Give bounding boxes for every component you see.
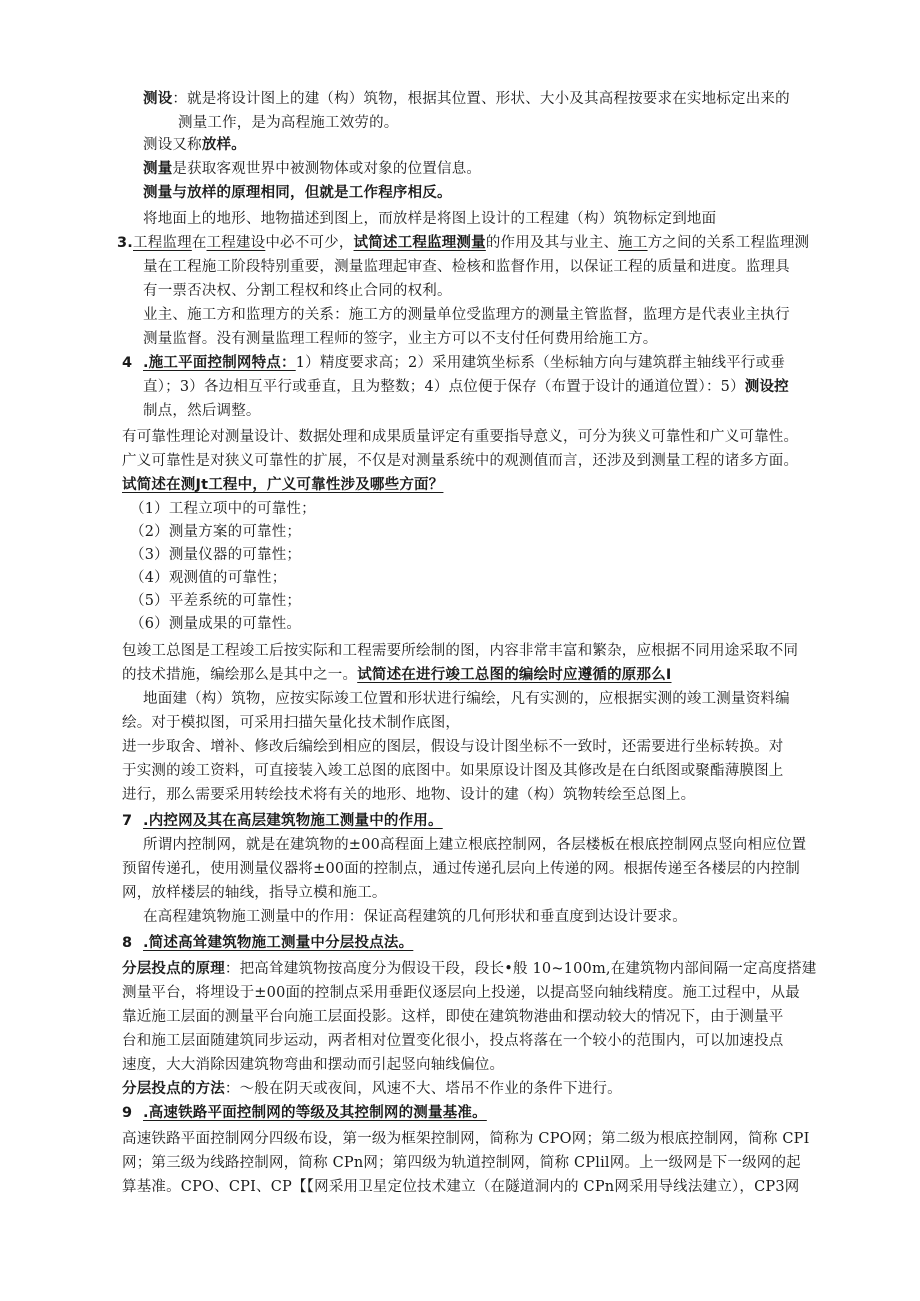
body-text: 测设又称 (143, 137, 202, 153)
body-text: 包竣工总图是工程竣工后按实际和工程需要所绘制的图，内容非常丰富和繁杂，应根据不同用途采取不同 (122, 643, 799, 659)
text-line (122, 1102, 132, 1124)
body-text: 测量平台，将埋设于±00面的控制点采用垂距仪逐层向上投递，以提高竖向轴线精度。施工过程中，从最 (122, 985, 800, 1001)
bold-text: 3. (117, 235, 133, 251)
bold-text: 测设控 (744, 379, 789, 395)
body-text: 于实测的竣工资料，可直接装入竣工总图的底图中。如果原设计图及其修改是在白纸图或聚酯薄膜图上 (122, 763, 784, 779)
body-text: 网；第三级为线路控制网，简称 CPn网；第四级为轨道控制网，简称 CPlil网。上一级网是下一级网的起 (122, 1155, 801, 1171)
text-line (122, 640, 798, 662)
text-line (130, 613, 301, 635)
text-line (178, 112, 399, 134)
body-text: 网，放样楼层的轴线，指导立模和施工。 (122, 885, 387, 901)
text-line (143, 328, 658, 350)
text-line (122, 426, 798, 448)
body-text: 地面建（构）筑物，应按实际竣工位置和形状进行编绘，凡有实测的，应根据实测的竣工测量资料编 (143, 691, 790, 707)
text-line (122, 1078, 622, 1100)
body-text: 直）；3）各边相互平行或垂直，且为整数；4）点位便于保存（布置于设计的通道位置）：5） (143, 379, 745, 395)
text-line (143, 834, 806, 856)
text-line (143, 158, 481, 180)
text-line (122, 760, 784, 782)
text-line (143, 182, 452, 204)
bold-text: 7 (122, 813, 133, 829)
body-text: 广义可靠性是对狭义可靠性的扩展，不仅是对测量系统中的观测值而言，还涉及到测量工程的诸多方面。 (122, 453, 799, 469)
text-line (122, 858, 800, 880)
body-text: （1）工程立项中的可靠性； (130, 501, 316, 517)
text-line (122, 1128, 810, 1150)
body-text: 工程建设 (206, 235, 266, 251)
text-line (122, 712, 460, 734)
body-text: 将地面上的地形、地物描述到图上，而放样是将图上设计的工程建（构）筑物标定到地面 (143, 211, 717, 227)
text-line (143, 280, 452, 302)
body-text: 施工 (618, 235, 648, 251)
text-line (143, 400, 261, 422)
text-line (122, 1054, 504, 1076)
bold-text: 分层投点的原理 (122, 961, 225, 977)
body-text: （3）测量仪器的可靠性； (130, 547, 302, 563)
text-line (143, 1102, 487, 1124)
body-text: 在高程建筑物施工测量中的作用：保证高程建筑的几何形状和垂直度到达设计要求。 (143, 909, 687, 925)
body-text: 进一步取舍、增补、修改后编绘到相应的图层，假设与设计图坐标不一致时，还需要进行坐标转换。对 (122, 739, 784, 755)
text-line (122, 1176, 799, 1198)
body-text: 进行，那么需要采用转绘技术将有关的地形、地物、设计的建（构）筑物转绘至总图上。 (122, 787, 696, 803)
body-text: 有一票否决权、分割工程权和终止合同的权利。 (143, 283, 452, 299)
body-text: ：就是将设计图上的建（构）筑物，根据其位置、形状、大小及其高程按要求在实地标定出来的 (172, 91, 790, 107)
body-text: 测量工作，是为高程施工效劳的。 (178, 115, 399, 131)
text-line (122, 352, 132, 374)
bold-text: 4 (122, 355, 133, 371)
body-text: 中必不可少， (265, 235, 354, 251)
text-line (122, 736, 784, 758)
body-text: 速度，大大消除因建筑物弯曲和摆动而引起竖向轴线偏位。 (122, 1057, 505, 1073)
text-line (143, 376, 789, 398)
bold-text: .简述高耸建筑物施工测量中分层投点法。 (143, 935, 414, 951)
bold-text: 试简述工程监理测量 (353, 235, 486, 251)
body-text: ：把高耸建筑物按高度分为假设干段，段长•般 10~100m,在建筑物内部间隔一定高度搭建 (224, 961, 817, 977)
bold-text: 试简述在进行竣工总图的编绘时应遵循的原那么I (357, 667, 672, 683)
text-line (122, 1030, 784, 1052)
text-line (130, 590, 301, 612)
text-line (122, 1152, 801, 1174)
text-line (130, 544, 301, 566)
text-line (143, 352, 785, 374)
body-text: 有可靠性理论对测量设计、数据处理和成果质量评定有重要指导意义，可分为狭义可靠性和广义可靠性。 (122, 429, 799, 445)
text-line (143, 810, 443, 832)
body-text: （2）测量方案的可靠性； (130, 524, 302, 540)
text-line (143, 906, 687, 928)
text-line (130, 521, 301, 543)
body-text: ：～般在阴天或夜间，风速不大、塔吊不作业的条件下进行。 (224, 1081, 622, 1097)
body-text: 测量监督。没有测量监理工程师的签字，业主方可以不支付任何费用给施工方。 (143, 331, 658, 347)
bold-text: 放样。 (201, 137, 246, 153)
text-line (122, 1006, 784, 1028)
body-text: 靠近施工层面的测量平台向施工层面投影。这样，即使在建筑物港曲和摆动较大的情况下，由于测量平 (122, 1009, 784, 1025)
text-line (122, 664, 672, 686)
bold-text: 测量与放样的原理相同，但就是工作程序相反。 (143, 185, 452, 201)
body-text: 工程监理 (133, 235, 192, 251)
text-line (143, 208, 716, 230)
body-text: 方之间的关系工程监理测 (647, 235, 810, 251)
bold-text: 分层投点的方法 (122, 1081, 225, 1097)
text-line (143, 932, 413, 954)
bold-text: .高速铁路平面控制网的等级及其控制网的测量基准。 (143, 1105, 487, 1121)
text-line (122, 932, 132, 954)
bold-text: 测设 (143, 91, 173, 107)
text-line (143, 688, 790, 710)
body-text: 制点，然后调整。 (143, 403, 261, 419)
body-text: 预留传递孔，使用测量仪器将±00面的控制点，通过传递孔层向上传递的网。根据传递至各楼层的内控制 (122, 861, 800, 877)
text-line (117, 232, 809, 254)
body-text: （6）测量成果的可靠性。 (130, 616, 302, 632)
text-line (130, 498, 316, 520)
body-text: 在 (191, 235, 207, 251)
body-text: （4）观测值的可靠性； (130, 570, 287, 586)
body-text: 台和施工层面随建筑同步运动，两者相对位置变化很小，投点将落在一个较小的范围内，可以加速投点 (122, 1033, 784, 1049)
bold-text: 测量 (143, 161, 173, 177)
text-line (122, 882, 387, 904)
text-line (122, 474, 443, 496)
text-line (122, 982, 800, 1004)
bold-text: .施工平面控制网特点： (143, 355, 296, 371)
text-line (143, 304, 790, 326)
body-text: 是获取客观世界中被测物体或对象的位置信息。 (172, 161, 482, 177)
body-text: 业主、施工方和监理方的关系：施工方的测量单位受监理方的测量主管监督，监理方是代表业主执行 (143, 307, 790, 323)
body-text: 所谓内控制网，就是在建筑物的±00高程面上建立根底控制网，各层楼板在根底控制网点竖向相应位置 (143, 837, 807, 853)
text-line (122, 958, 817, 980)
text-line (122, 784, 695, 806)
text-line (130, 567, 286, 589)
body-text: 高速铁路平面控制网分四级布设，第一级为框架控制网，简称为 CPO网；第二级为根底控制网，简称 CPI (122, 1131, 810, 1147)
bold-text: 8 (122, 935, 133, 951)
body-text: 量在工程施工阶段特别重要，测量监理起审查、检核和监督作用，以保证工程的质量和进度。监理具 (143, 259, 790, 275)
text-line (143, 134, 246, 156)
body-text: 1）精度要求高；2）采用建筑坐标系（坐标轴方向与建筑群主轴线平行或垂 (295, 355, 785, 371)
bold-text: 试简述在测Jt工程中，广义可靠性涉及哪些方面？ (122, 477, 444, 493)
bold-text: .内控网及其在高层建筑物施工测量中的作用。 (143, 813, 443, 829)
text-line (122, 450, 798, 472)
text-line (143, 88, 790, 110)
body-text: 算基准。CPO、CPI、CP【【网采用卫星定位技术建立（在隧道洞内的 CPn网采用导线法建立），CP3网 (122, 1179, 800, 1195)
body-text: 的作用及其与业主、 (485, 235, 619, 251)
text-line (143, 256, 790, 278)
body-text: 的技术措施，编绘那么是其中之一。 (122, 667, 358, 683)
bold-text: 9 (122, 1105, 133, 1121)
body-text: 绘。对于模拟图，可采用扫描矢量化技术制作底图， (122, 715, 461, 731)
text-line (122, 810, 132, 832)
body-text: （5）平差系统的可靠性； (130, 593, 302, 609)
